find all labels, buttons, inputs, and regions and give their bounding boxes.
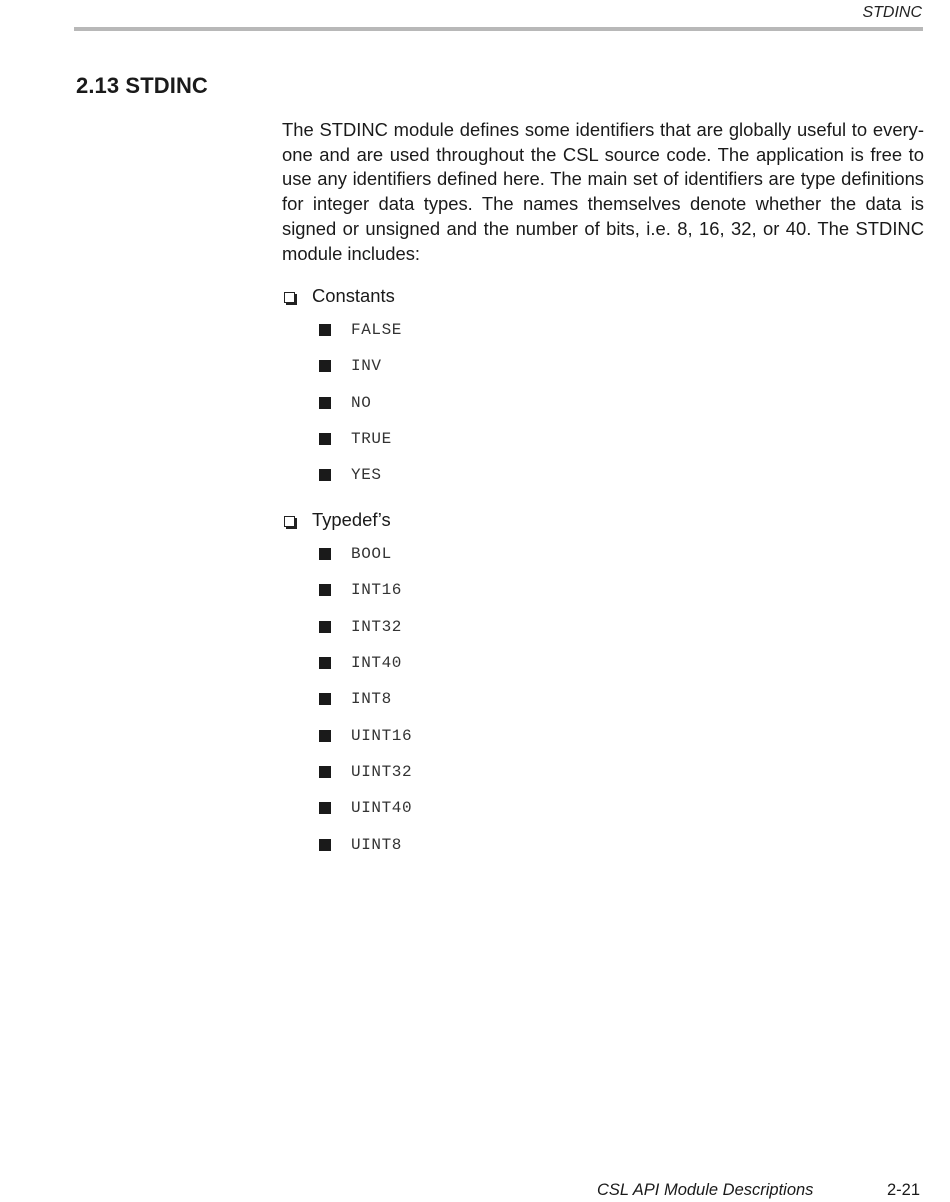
body-paragraph: The STDINC module defines some identifiers that are globally useful to every-one and are used throughout the CSL source code. The application is free to use any identifiers defined here. The main set of identifiers are type definitions for integer data types. The names themselves denote whether the data is signed or unsigned and the number of bits, i.e. 8, 16, 32, or 40. The STDINC module includes: [282,119,924,264]
constant-name: YES [351,466,382,485]
list-item [319,348,402,384]
filled-square-icon [319,693,331,705]
typedefs-group [282,507,412,863]
filled-square-icon [319,730,331,742]
list-item [319,681,412,717]
list-item [319,754,412,790]
typedef-name: UINT40 [351,799,413,818]
typedefs-list [282,536,412,863]
typedef-name: UINT32 [351,762,413,781]
list-item [319,790,412,826]
typedef-name: UINT8 [351,835,403,854]
filled-square-icon [319,802,331,814]
header-rule [74,27,923,31]
filled-square-icon [319,839,331,851]
typedef-name: INT16 [351,581,403,600]
constant-name: NO [351,393,372,412]
list-item [319,572,412,608]
open-box-icon [284,292,295,303]
filled-square-icon [319,657,331,669]
running-header: STDINC [862,4,922,21]
constant-name: TRUE [351,430,392,449]
filled-square-icon [319,397,331,409]
typedef-name: INT40 [351,654,403,673]
constant-name: FALSE [351,321,403,340]
open-box-icon [284,516,295,527]
footer-page-number: 2-21 [887,1181,921,1199]
filled-square-icon [319,433,331,445]
constants-group [282,283,402,493]
constant-name: INV [351,357,382,376]
constants-list [282,312,402,493]
list-item [319,609,412,645]
typedef-name: INT32 [351,617,403,636]
filled-square-icon [319,548,331,560]
constants-item [282,283,402,309]
typedefs-item [282,507,412,533]
list-item [319,826,412,862]
list-item [319,457,402,493]
filled-square-icon [319,766,331,778]
filled-square-icon [319,360,331,372]
list-item [319,536,412,572]
list-item [319,717,412,753]
list-item [319,645,412,681]
typedef-name: INT8 [351,690,392,709]
filled-square-icon [319,324,331,336]
typedefs-label: Typedef’s [312,509,391,530]
list-item [319,312,402,348]
section-heading: 2.13 STDINC [76,73,208,98]
filled-square-icon [319,584,331,596]
filled-square-icon [319,621,331,633]
footer-title: CSL API Module Descriptions [597,1181,814,1199]
typedef-name: BOOL [351,545,392,564]
list-item [319,421,402,457]
typedef-name: UINT16 [351,726,413,745]
constants-label: Constants [312,285,395,306]
filled-square-icon [319,469,331,481]
list-item [319,385,402,421]
